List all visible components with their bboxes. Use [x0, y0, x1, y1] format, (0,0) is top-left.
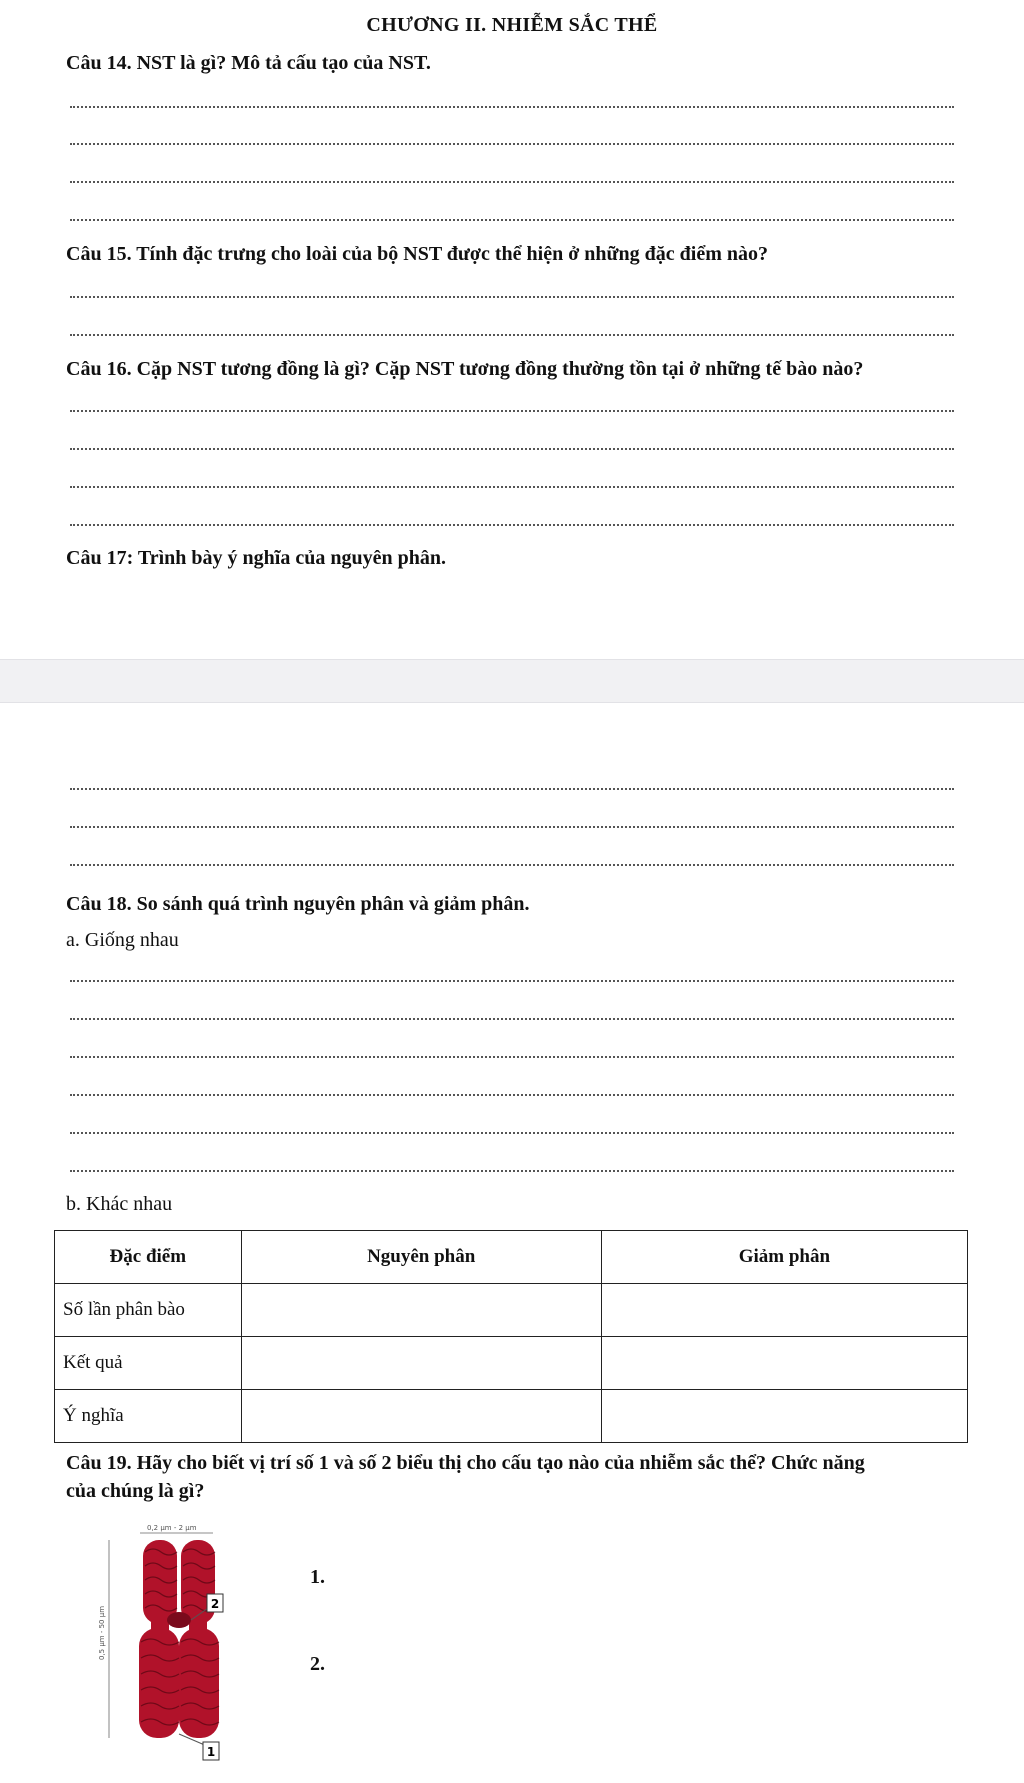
chromosome-diagram: [95, 1520, 275, 1770]
question-15: Câu 15. Tính đặc trưng cho loài của bộ NST được thể hiện ở những đặc điểm nào?: [66, 243, 768, 265]
answer-line: [70, 1056, 954, 1058]
answer-line: [70, 143, 954, 145]
table-cell: [241, 1337, 601, 1390]
row-label: Ý nghĩa: [55, 1390, 242, 1443]
answer-line: [70, 1094, 954, 1096]
centromere: [167, 1612, 191, 1628]
table-header: Giảm phân: [601, 1231, 967, 1284]
answer-line: [70, 334, 954, 336]
question-18a: a. Giống nhau: [66, 929, 179, 951]
table-cell: [241, 1284, 601, 1337]
length-label: 0,5 µm - 50 µm: [98, 1605, 106, 1660]
answer-1-label: 1.: [310, 1566, 325, 1588]
chapter-title: CHƯƠNG II. NHIỄM SẮC THỂ: [366, 14, 658, 36]
table-header: Đặc điểm: [55, 1231, 242, 1284]
label-1: 1: [206, 1745, 216, 1759]
answer-line: [70, 296, 954, 298]
answer-line: [70, 448, 954, 450]
question-14: Câu 14. NST là gì? Mô tả cấu tạo của NST.: [66, 52, 431, 74]
page-break: [0, 659, 1024, 703]
table-cell: [601, 1284, 967, 1337]
answer-line: [70, 524, 954, 526]
question-18: Câu 18. So sánh quá trình nguyên phân và giảm phân.: [66, 893, 530, 915]
table-cell: [601, 1390, 967, 1443]
comparison-table: [54, 1230, 968, 1443]
answer-line: [70, 1018, 954, 1020]
table-row: [55, 1284, 968, 1337]
answer-line: [70, 1132, 954, 1134]
answer-2-label: 2.: [310, 1653, 325, 1675]
question-19-line1: Câu 19. Hãy cho biết vị trí số 1 và số 2 biểu thị cho cấu tạo nào của nhiễm sắc thể? Chức năng: [66, 1452, 865, 1474]
width-label: 0,2 µm - 2 µm: [147, 1524, 197, 1532]
answer-line: [70, 410, 954, 412]
answer-line: [70, 106, 954, 108]
question-16: Câu 16. Cặp NST tương đồng là gì? Cặp NST tương đồng thường tồn tại ở những tế bào nào?: [66, 358, 864, 380]
answer-line: [70, 826, 954, 828]
question-18b: b. Khác nhau: [66, 1193, 173, 1215]
answer-line: [70, 788, 954, 790]
answer-line: [70, 1170, 954, 1172]
table-header: Nguyên phân: [241, 1231, 601, 1284]
row-label: Kết quả: [55, 1337, 242, 1390]
row-label: Số lần phân bào: [55, 1284, 242, 1337]
answer-line: [70, 486, 954, 488]
question-19-line2: của chúng là gì?: [66, 1480, 205, 1502]
answer-line: [70, 864, 954, 866]
table-row: [55, 1337, 968, 1390]
answer-line: [70, 980, 954, 982]
label-2: 2: [210, 1597, 220, 1611]
table-cell: [241, 1390, 601, 1443]
question-17: Câu 17: Trình bày ý nghĩa của nguyên phân.: [66, 547, 446, 569]
answer-line: [70, 219, 954, 221]
answer-line: [70, 181, 954, 183]
table-cell: [601, 1337, 967, 1390]
table-row: [55, 1390, 968, 1443]
table-header-row: [55, 1231, 968, 1284]
